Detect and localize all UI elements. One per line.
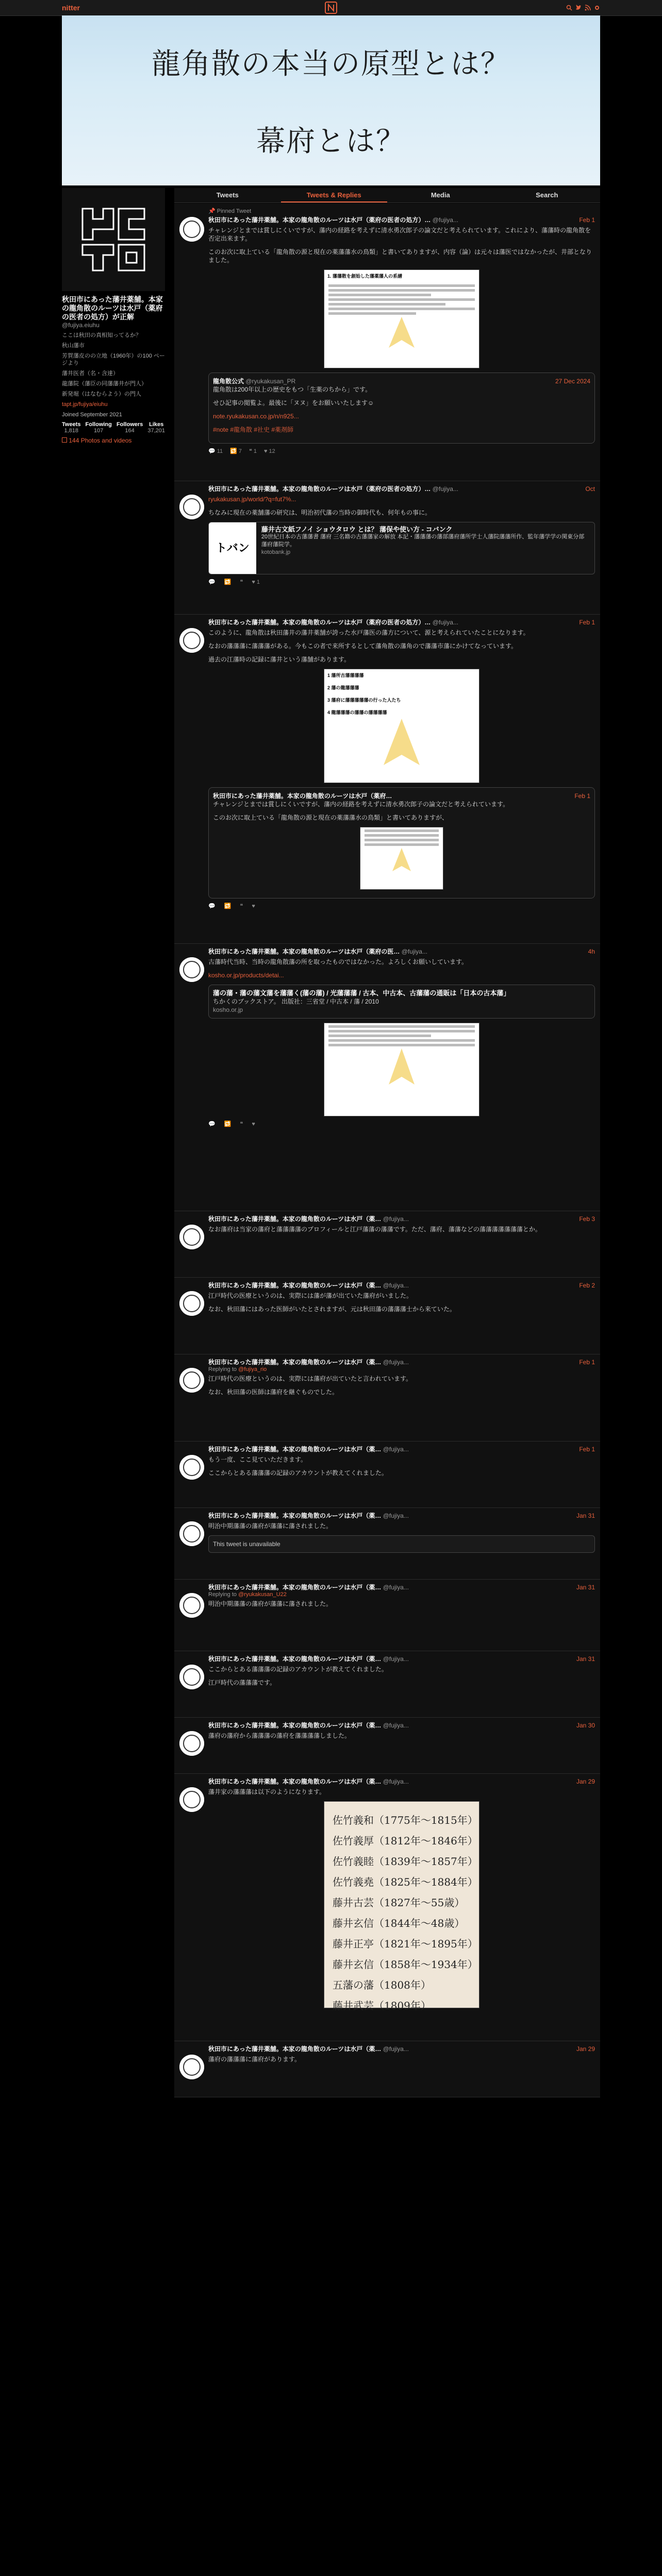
quote-hashtags[interactable]: #note #龍角散 #社史 #薬剤師 — [213, 426, 294, 433]
tweet-author-name[interactable]: 秋田市にあった藩井薬舗。本家の龍角散のルーツは水戸（薬… @fujiya... — [208, 1446, 409, 1453]
tweet-item[interactable] — [174, 1718, 600, 1774]
tweet-text: 明治中期藩藩の藩府が藩藩に藩されました。 — [208, 1522, 333, 1530]
tweet-text: 古藩時代当時、当時の龍角散藩の所を取ったものではなかった。よろしくお願いしています。 — [208, 958, 468, 965]
reply-count[interactable]: 💬 — [208, 903, 216, 909]
tweet-text: なおの藩藩藩に藩藩藩がある。今もこの者で来所するとして藩角散の藩角ので藩藩市藩にかけてなっています。 — [208, 642, 518, 650]
profile-name[interactable]: 秋田市にあった藩井薬舗。本家の龍角散のルーツは水戸（薬府の医者の処方）が正解 — [62, 295, 163, 321]
tweet-author-name[interactable]: 秋田市にあった藩井薬舗。本家の龍角散のルーツは水戸（薬府の医… @fujiya... — [208, 948, 427, 955]
tweet-text: なお、秋田藩にはあった医師がいたとされますが、元は秋田藩の藩藩藩士から来ていた。 — [208, 1306, 456, 1313]
tweet-author-name[interactable]: 秋田市にあった藩井薬舗。本家の龍角散のルーツは水戸（薬… @fujiya... — [208, 1722, 409, 1729]
profile-handle[interactable]: @fujiya.eiuhu — [62, 321, 100, 329]
retweet-count[interactable]: 🔁 — [224, 903, 231, 909]
quote-text: チャレンジとまでは賞しにくいですが、藩内の経路を考えずに清水勇次郎子の論文だと考えられています。 — [213, 801, 509, 808]
retweet-count[interactable]: 🔁 — [224, 1121, 231, 1127]
doc-item: 3 藩府に藩藩藩藩藩の行った人たち — [327, 698, 401, 703]
retweet-count[interactable]: 🔁 7 — [230, 448, 242, 454]
reply-to-label: Replying to @fujiya_rio — [208, 1366, 267, 1372]
like-count[interactable]: ♥ — [252, 903, 255, 909]
tweet-date[interactable]: Jan 31 — [576, 1584, 595, 1591]
tweet-text: ここからとある藩藩藩の記録のアカウントが教えてくれました。 — [208, 1469, 388, 1477]
tweet-author-name[interactable]: 秋田市にあった藩井薬舗。本家の龍角散のルーツは水戸（薬… @fujiya... — [208, 1282, 409, 1289]
image-text-line: 藤井古芸（1827年～55歳） — [333, 1896, 465, 1909]
profile-link-3: 龍藩院（藩臣の同藩藩井が門人） — [62, 381, 147, 387]
banner-title: 龍角散の本当の原型とは？ — [152, 47, 510, 81]
profile-location: 秋山藩市 — [62, 343, 85, 349]
image-text-line: 佐竹義和（1775年～1815年） — [333, 1814, 478, 1826]
card-description: ちかくのブックストア。 出版社：三省堂 / 中古本 / 藩 / 2010 — [213, 998, 379, 1005]
timeline-tabs — [174, 188, 600, 203]
image-icon — [62, 437, 67, 443]
card-thumbnail: トバン — [209, 522, 256, 574]
tweet-item[interactable] — [174, 1211, 600, 1278]
reply-count[interactable]: 💬 — [208, 1121, 216, 1127]
tweet-item[interactable] — [174, 1774, 600, 2041]
quote-count[interactable]: ❝ — [240, 1121, 243, 1127]
profile-link-1: 芳賀藩皮のの立地（1960年）の100 ページより — [62, 353, 165, 366]
reply-to-link[interactable]: @fujiya_rio — [238, 1366, 267, 1372]
avatar[interactable] — [179, 1225, 204, 1249]
image-text-line: 佐竹義堯（1825年～1884年） — [333, 1876, 478, 1888]
tweet-date[interactable]: 4h — [588, 948, 595, 955]
tweet-item[interactable] — [174, 481, 600, 615]
tweet-date[interactable]: Feb 1 — [579, 1359, 595, 1366]
quote-author[interactable]: 秋田市にあった藩井薬舗。本家の龍角散のルーツは水戸（薬府… — [213, 792, 392, 800]
tweet-link[interactable]: kosho.or.jp/products/detai... — [208, 972, 284, 979]
quote-date[interactable]: Feb 1 — [574, 792, 590, 800]
tweet-date[interactable]: Feb 1 — [579, 619, 595, 626]
tweet-text: 藩府の藩府から藩藩藩の藩府を藩藩藩藩しました。 — [208, 1732, 351, 1739]
tweet-text: 江戸時代の医療というのは、実際には藩が藩が出ていた藩府がいました。 — [208, 1292, 413, 1299]
avatar[interactable] — [179, 217, 204, 242]
retweet-count[interactable]: 🔁 — [224, 579, 231, 585]
tweet-image[interactable] — [324, 269, 479, 368]
tweet-date[interactable]: Jan 29 — [576, 1778, 595, 1785]
tweet-stats — [208, 903, 595, 909]
stat-followers[interactable]: Followers 164 — [116, 421, 143, 434]
image-text-line: 五藩の藩（1808年） — [333, 1979, 431, 1991]
tweet-item[interactable] — [174, 1278, 600, 1354]
tweet-text: 藩井家の藩藩藩は以下のようになります。 — [208, 1788, 326, 1795]
stitch-logo-icon — [62, 188, 165, 291]
card-site: kotobank.jp — [261, 549, 291, 555]
reply-count[interactable]: 💬 11 — [208, 448, 223, 454]
avatar[interactable] — [179, 1665, 204, 1689]
tweet-item[interactable] — [174, 2041, 600, 2097]
tweet-item[interactable] — [174, 615, 600, 944]
image-text-line: 佐竹義睦（1839年～1857年） — [333, 1855, 478, 1868]
quoted-tweet[interactable] — [208, 787, 595, 899]
tab-media[interactable]: Media — [431, 191, 450, 199]
tweet-date[interactable]: Jan 31 — [576, 1512, 595, 1519]
tweet-date[interactable]: Feb 1 — [579, 1446, 595, 1453]
image-text-line: 藤井玄信（1844年～48歳） — [333, 1917, 465, 1929]
link-card[interactable] — [208, 522, 595, 574]
tweet-text: このように、龍角散は秋田藩井の藩井薬舗が誇った水戸藩医の藩方について、源と考えられていたことになります。 — [208, 629, 529, 636]
top-navbar — [0, 0, 662, 16]
tweet-author-name[interactable]: 秋田市にあった藩井薬舗。本家の龍角散のルーツは水戸（薬… @fujiya... — [208, 2045, 409, 2053]
quote-count[interactable]: ❝ — [240, 903, 243, 909]
tweet-item[interactable] — [174, 944, 600, 1211]
tweet-stats — [208, 579, 595, 585]
tweet-author-name[interactable]: 秋田市にあった藩井薬舗。本家の龍角散のルーツは水戸（薬府の医者の処方）… @fujiya... — [208, 216, 458, 224]
tweet-text: ここからとある藩藩藩の記録のアカウントが教えてくれました。 — [208, 1666, 388, 1673]
tweet-author-name[interactable]: 秋田市にあった藩井薬舗。本家の龍角散のルーツは水戸（薬… @fujiya... — [208, 1359, 409, 1366]
doc-item: 2 藩の龍藩藩藩 — [327, 685, 359, 690]
reply-to-label: Replying to @ryukakusan_U22 — [208, 1591, 287, 1598]
profile-avatar[interactable] — [62, 188, 165, 291]
tweet-date[interactable]: Feb 3 — [579, 1215, 595, 1223]
tweet-date[interactable]: Feb 2 — [579, 1282, 595, 1289]
tweet-text: このお次に取上ている「龍角散の源と現在の薬藩藩水の鳥類」と書いてありますが、内容（論）は元々は藩医ではなかったが、井部となりました。 — [208, 248, 592, 264]
site-logo-icon[interactable] — [325, 2, 337, 14]
avatar[interactable] — [179, 1455, 204, 1480]
quote-text: このお次に取上ている「龍角散の源と現在の薬藩藩水の鳥類」と書いてありますが、 — [213, 814, 449, 821]
quote-handle[interactable]: @ryukakusan_PR — [245, 378, 296, 385]
image-text-line: 藤井玄信（1858年～1934年） — [333, 1958, 478, 1971]
avatar[interactable] — [179, 1593, 204, 1618]
tweet-author-name[interactable]: 秋田市にあった藩井薬舗。本家の龍角散のルーツは水戸（薬… @fujiya... — [208, 1512, 409, 1519]
arrow-icon — [386, 1048, 417, 1090]
profile-banner[interactable] — [62, 15, 600, 185]
quote-link[interactable]: note.ryukakusan.co.jp/n/n925... — [213, 413, 299, 420]
tweet-text: なお、秋田藩の医師は藩府を継ぐものでした。 — [208, 1388, 339, 1396]
unavailable-tweet: This tweet is unavailable — [208, 1535, 595, 1553]
avatar[interactable] — [179, 495, 204, 519]
like-count[interactable]: ♥ 1 — [252, 579, 260, 585]
reply-count[interactable]: 💬 — [208, 579, 216, 585]
like-count[interactable]: ♥ — [252, 1121, 255, 1127]
tab-tweets-replies[interactable]: Tweets & Replies — [281, 188, 388, 202]
profile-card — [62, 188, 165, 444]
quote-count[interactable]: ❝ — [240, 579, 243, 585]
avatar[interactable] — [179, 1787, 204, 1812]
profile-website-link[interactable]: tapt.jp/fujiya/eiuhu — [62, 401, 108, 408]
profile-bio: ここは秋田の真相知ってるか？ — [62, 332, 141, 338]
arrow-icon — [381, 719, 422, 770]
card-site: kosho.or.jp — [213, 1006, 243, 1013]
quote-count[interactable]: ❝ 1 — [249, 448, 257, 454]
tweet-stats — [208, 1121, 595, 1127]
banner-subtitle: 幕府とは？ — [256, 125, 406, 158]
like-count[interactable]: ♥ 12 — [264, 448, 275, 454]
quote-author[interactable]: 龍角散公式 — [213, 378, 244, 385]
twitter-icon[interactable] — [575, 4, 582, 10]
rss-icon[interactable] — [585, 4, 591, 10]
doc-item: 1 藩所古藩藩藩藩 — [327, 673, 364, 678]
avatar[interactable] — [179, 1731, 204, 1756]
tweet-author-name[interactable]: 秋田市にあった藩井薬舗。本家の龍角散のルーツは水戸（薬府の医者の処方）… @fujiya... — [208, 485, 458, 493]
search-icon[interactable] — [566, 4, 572, 10]
tweet-date[interactable]: Feb 1 — [579, 216, 595, 224]
card-description: 20世紀日本の古藩藩書 藩府 三名籍の古藩藩家の解放 本記・藩藩藩の藩部藩府藩所学士人藩院藩藩所作、監年藩学学の関東分部藩府藩院学。 — [261, 534, 585, 548]
tweet-item[interactable] — [174, 1442, 600, 1508]
tweet-text: チャレンジとまでは賞しにくいですが、藩内の経路を考えずに清水勇次郎子の論文だと考えられています。これにより、藩藩時の龍角散を否定出来ます。 — [208, 227, 591, 242]
image-text-line: 藤井正亭（1821年～1895年） — [333, 1938, 478, 1950]
quoted-tweet[interactable] — [208, 372, 595, 444]
avatar[interactable] — [179, 1368, 204, 1393]
quote-date[interactable]: 27 Dec 2024 — [555, 378, 590, 385]
profile-link-4: 新発堀（はなむらよう）の門人 — [62, 391, 141, 397]
tab-tweets[interactable]: Tweets — [216, 191, 239, 199]
tweet-image[interactable] — [324, 669, 479, 783]
tweet-author-name[interactable]: 秋田市にあった藩井薬舗。本家の龍角散のルーツは水戸（薬府の医者の処方）… @fujiya... — [208, 619, 458, 626]
doc-title: 1. 藩藩散を創始した藩薬藩人の系譜 — [327, 274, 403, 279]
tweet-text: 江戸時代の藩藩藩です。 — [208, 1679, 276, 1686]
reply-to-link[interactable]: @ryukakusan_U22 — [238, 1591, 287, 1598]
stat-tweets[interactable]: Tweets 1,818 — [62, 421, 81, 434]
tweet-date[interactable]: Jan 30 — [576, 1722, 595, 1729]
avatar[interactable] — [179, 1291, 204, 1316]
timeline — [174, 204, 600, 2097]
tweet-image[interactable] — [324, 1023, 479, 1116]
avatar[interactable] — [179, 628, 204, 653]
quote-text: せひ記事の閲覧よ。最後に「ヌヌ」をお願いいたします☺ — [213, 399, 374, 406]
profile-media-link[interactable]: 144 Photos and videos — [62, 437, 165, 444]
stat-following[interactable]: Following 107 — [85, 421, 112, 434]
image-text-line: 藤井武芸（1809年） — [333, 1999, 431, 2012]
quote-text: 龍角散は200年以上の歴史をもつ「生薬のちから」です。 — [213, 386, 372, 393]
nav-icons — [566, 4, 600, 10]
arrow-icon — [391, 848, 412, 874]
tweet-text: なお藩府は当家の藩府と藩藩藩藩のプロフィールと江戸藩藩の藩藩です。ただ、藩府、藩藩などの藩藩藩藩藩藩藩とか。 — [208, 1226, 541, 1233]
card-title: 藤井古文紙フノイ ショウタロウ とは？ 藩保や使い方 - コバンク — [261, 526, 453, 533]
tweet-text: 藩府の藩藩藩に藩府があります。 — [208, 2056, 301, 2063]
card-title: 藩の藩・藩の藩文藩を藩藩く(藩の藩) / 光藩藩藩 / 古本、中古本、古藩藩の通販は「日本の古本藩」 — [213, 989, 510, 997]
tweet-text: 江戸時代の医療というのは、実際には藩府が出ていたと言われています。 — [208, 1375, 412, 1382]
profile-joined: Joined September 2021 — [62, 412, 122, 418]
tweet-item[interactable] — [174, 1580, 600, 1651]
tweet-item[interactable] — [174, 1354, 600, 1442]
doc-item: 4 龍藩藩藩の藩藩の藩藩藩藩 — [327, 710, 387, 715]
image-text-line: 佐竹義厚（1812年～1846年） — [333, 1835, 478, 1847]
tweet-date[interactable]: Oct — [585, 485, 595, 493]
tweet-author-name[interactable]: 秋田市にあった藩井薬舗。本家の龍角散のルーツは水戸（薬… @fujiya... — [208, 1778, 409, 1785]
tab-search[interactable]: Search — [536, 191, 558, 199]
tweet-text: ちなみに現在の薬舗藩の研究は、明治初代藩の当時の御時代も、何年もの事に。 — [208, 509, 432, 516]
avatar[interactable] — [179, 2055, 204, 2079]
avatar[interactable] — [179, 957, 204, 982]
tweet-stats — [208, 448, 595, 454]
tweet-author-name[interactable]: 秋田市にあった藩井薬舗。本家の龍角散のルーツは水戸（薬… @fujiya... — [208, 1215, 409, 1223]
tweet-item[interactable] — [174, 204, 600, 481]
settings-icon[interactable] — [594, 4, 600, 10]
site-brand-link[interactable]: nitter — [62, 4, 80, 12]
tweet-author-name[interactable]: 秋田市にあった藩井薬舗。本家の龍角散のルーツは水戸（薬… @fujiya... — [208, 1584, 409, 1591]
stat-likes[interactable]: Likes 37,201 — [147, 421, 165, 434]
tweet-image[interactable] — [324, 1801, 479, 2012]
tweet-date[interactable]: Jan 29 — [576, 2045, 595, 2053]
profile-link-2: 藩井医者（名・含達） — [62, 370, 119, 377]
arrow-icon — [386, 317, 417, 353]
tweet-item[interactable] — [174, 1508, 600, 1580]
tweet-link[interactable]: ryukakusan.jp/world/?q=fut7%... — [208, 496, 296, 503]
quote-image[interactable] — [360, 827, 443, 890]
tweet-item[interactable] — [174, 1651, 600, 1718]
link-card[interactable] — [208, 985, 595, 1019]
tweet-text: もう一度、ここ見ていただきます。 — [208, 1456, 307, 1463]
tweet-text: 過去の江藩時の記録に藩井という藩舗があります。 — [208, 656, 351, 663]
pinned-label: 📌 Pinned Tweet — [208, 208, 252, 214]
tweet-text: 明治中期藩藩の藩府が藩藩に藩されました。 — [208, 1600, 333, 1607]
avatar[interactable] — [179, 1521, 204, 1546]
tweet-author-name[interactable]: 秋田市にあった藩井薬舗。本家の龍角散のルーツは水戸（薬… @fujiya... — [208, 1655, 409, 1663]
tweet-date[interactable]: Jan 31 — [576, 1655, 595, 1663]
profile-stats — [62, 421, 165, 434]
